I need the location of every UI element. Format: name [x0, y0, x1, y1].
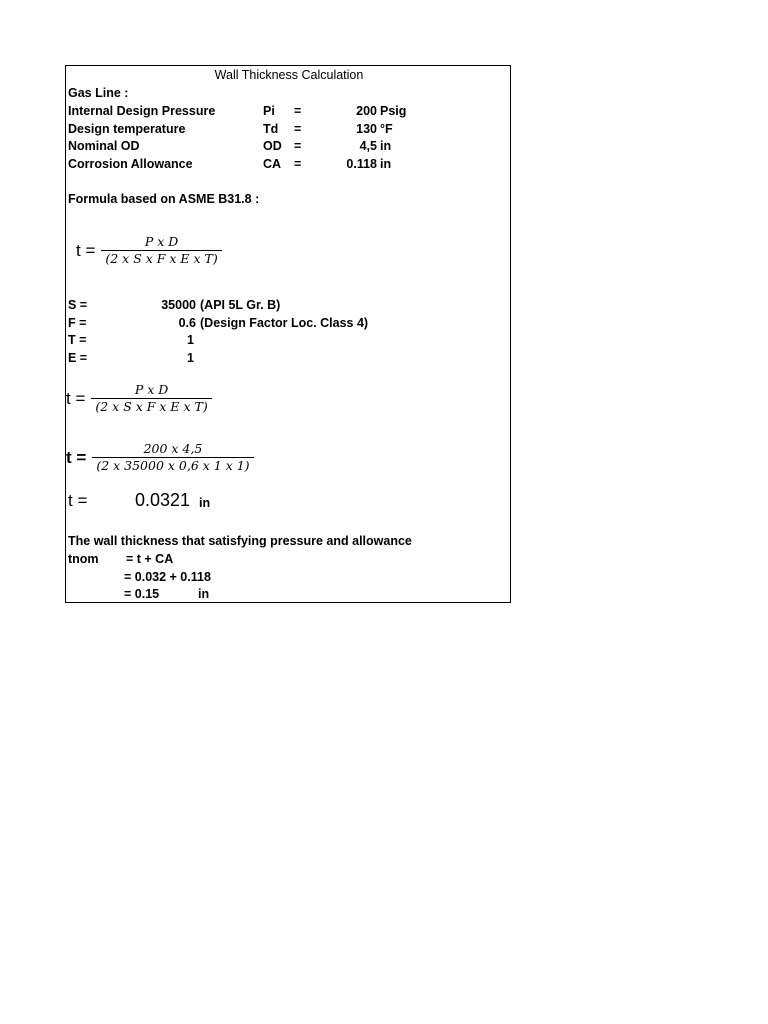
param-symbol: Pi: [263, 104, 275, 118]
general-formula: [76, 234, 222, 267]
param-value: 0.118: [346, 157, 377, 171]
tnom-label: tnom: [68, 552, 99, 566]
param-symbol: CA: [263, 157, 282, 171]
formula-lhs: t =: [76, 240, 96, 260]
constant-value: 1: [187, 333, 194, 347]
param-equals: =: [294, 157, 302, 171]
param-equals: =: [294, 139, 302, 153]
formula-repeat: [66, 382, 212, 415]
param-name: Design temperature: [68, 122, 186, 136]
formula-label: Formula based on ASME B31.8 :: [68, 192, 260, 206]
param-unit: Psig: [380, 104, 407, 118]
substituted-formula: [66, 441, 254, 474]
formula-denominator: (2 x S x F x E x T): [95, 399, 208, 414]
formula-numerator: P x D: [134, 382, 169, 397]
constant-note: (Design Factor Loc. Class 4): [200, 316, 369, 330]
formula-numerator: 200 x 4,5: [143, 441, 203, 456]
formula-lhs: t =: [66, 388, 86, 408]
page-title: Wall Thickness Calculation: [214, 68, 364, 82]
tnom-line: = 0.15: [124, 587, 160, 601]
formula-denominator: (2 x S x F x E x T): [105, 251, 218, 266]
tnom-line: = 0.032 + 0.118: [124, 570, 211, 584]
result-lhs: t =: [68, 491, 88, 510]
param-symbol: Td: [263, 122, 279, 136]
gas-line-label: Gas Line :: [68, 86, 129, 100]
param-value: 4,5: [359, 139, 377, 153]
param-name: Internal Design Pressure: [68, 104, 216, 118]
result-unit: in: [199, 496, 211, 510]
param-unit: in: [380, 157, 392, 171]
result-value: 0.0321: [135, 490, 191, 510]
constant-label: T =: [68, 333, 87, 347]
param-equals: =: [294, 104, 302, 118]
param-name: Corrosion Allowance: [68, 157, 193, 171]
param-symbol: OD: [263, 139, 282, 153]
constant-value: 0.6: [178, 316, 196, 330]
formula-denominator: (2 x 35000 x 0,6 x 1 x 1): [96, 458, 250, 473]
constant-value: 35000: [161, 298, 196, 312]
constant-note: (API 5L Gr. B): [200, 298, 281, 312]
param-value: 200: [356, 104, 377, 118]
conclusion-text: The wall thickness that satisfying pressure and allowance: [68, 534, 412, 548]
tnom-unit: in: [198, 587, 210, 601]
constant-value: 1: [187, 351, 194, 365]
param-value: 130: [356, 122, 377, 136]
constant-label: E =: [68, 351, 88, 365]
param-equals: =: [294, 122, 302, 136]
param-unit: in: [380, 139, 392, 153]
formula-numerator: P x D: [144, 234, 179, 249]
calculation-sheet: [65, 65, 511, 603]
constant-label: F =: [68, 316, 87, 330]
formula-lhs: t =: [66, 447, 87, 467]
param-unit: °F: [380, 122, 393, 136]
constant-label: S =: [68, 298, 88, 312]
param-name: Nominal OD: [68, 139, 140, 153]
tnom-line: = t + CA: [126, 552, 174, 566]
